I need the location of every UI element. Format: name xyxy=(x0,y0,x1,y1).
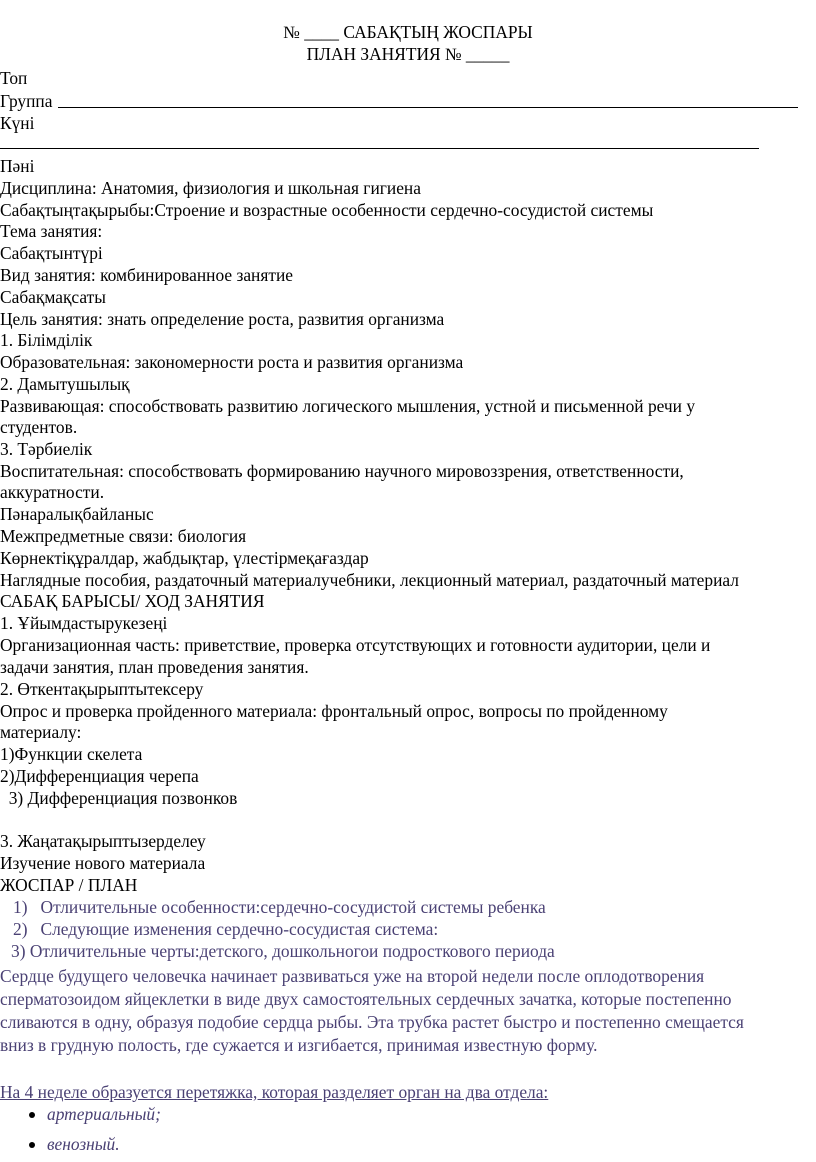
review-ru-cont: материалу: xyxy=(0,722,82,742)
discipline: Дисциплина: Анатомия, физиология и школьная гигиена xyxy=(0,178,421,198)
bullet-dot xyxy=(29,1112,35,1118)
educational-kz: 1. Білімділік xyxy=(0,330,93,350)
review-kz: 2. Өткентақырыптытексеру xyxy=(0,679,204,699)
lesson-topic-ru: Тема занятия: xyxy=(0,221,103,241)
group-underline xyxy=(58,107,798,108)
upbringing-ru: Воспитательная: способствовать формированию научного мировоззрения, ответственности, xyxy=(0,461,684,481)
week4-text: На 4 неделе образуется перетяжка, которая разделяет орган на два отдела: xyxy=(0,1082,549,1102)
new-topic-ru: Изучение нового материала xyxy=(0,853,206,873)
date-underline xyxy=(0,148,759,149)
lesson-topic-kz: Сабақтыңтақырыбы:Строение и возрастные особенности сердечно-сосудистой системы xyxy=(0,200,654,220)
interdisciplinary-ru: Межпредметные связи: биология xyxy=(0,526,247,546)
title-kz: № ____ САБАҚТЫҢ ЖОСПАРЫ xyxy=(283,22,533,42)
plan-item-2: 2) Следующие изменения сердечно-сосудистая система: xyxy=(13,919,439,939)
lesson-goal-ru: Цель занятия: знать определение роста, развития организма xyxy=(0,309,445,329)
org-stage-kz: 1. Ұйымдастырукезеңі xyxy=(0,613,168,633)
visual-aids-kz: Көрнектіқұралдар, жабдықтар, үлестірмеқағаздар xyxy=(0,548,369,568)
plan-item-3: 3) Отличительные черты:детского, дошкольногои подросткового периода xyxy=(11,941,555,961)
plan-heading: ЖОСПАР / ПЛАН xyxy=(0,875,138,895)
bullet-dot xyxy=(29,1142,35,1148)
paragraph-line-2: сперматозоидом яйцеклетки в виде двух самостоятельных сердечных зачатка, которые постепенно xyxy=(0,989,732,1009)
org-stage-ru: Организационная часть: приветствие, проверка отсутствующих и готовности аудитории, цели и xyxy=(0,635,711,655)
review-ru: Опрос и проверка пройденного материала: фронтальный опрос, вопросы по пройденному xyxy=(0,701,668,721)
lesson-type-ru: Вид занятия: комбинированное занятие xyxy=(0,265,293,285)
paragraph-line-1: Сердце будущего человечка начинает развиваться уже на второй недели после оплодотворения xyxy=(0,966,705,986)
interdisciplinary-kz: Пәнаралықбайланыс xyxy=(0,504,154,524)
review-q2: 2)Дифференциация черепа xyxy=(0,766,199,786)
upbringing-kz: 3. Тәрбиелік xyxy=(0,439,93,459)
developing-kz: 2. Дамытушылық xyxy=(0,374,130,394)
subject-kz: Пәні xyxy=(0,156,35,176)
paragraph-line-3: сливаются в одну, образуя подобие сердца рыбы. Эта трубка растет быстро и постепенно смещается xyxy=(0,1012,744,1032)
title-ru: ПЛАН ЗАНЯТИЯ № _____ xyxy=(306,44,510,64)
developing-ru: Развивающая: способствовать развитию логического мышления, устной и письменной речи у xyxy=(0,396,696,416)
paragraph-line-4: вниз в грудную полость, где сужается и изгибается, принимая известную форму. xyxy=(0,1035,598,1055)
org-stage-ru-cont: задачи занятия, план проведения занятия. xyxy=(0,657,309,677)
lesson-type-kz: Сабақтынтүрі xyxy=(0,243,103,263)
field-top: Топ xyxy=(0,68,28,88)
field-group: Группа xyxy=(0,91,53,111)
field-date: Күні xyxy=(0,113,35,133)
bullet-item-venous: венозный. xyxy=(47,1134,120,1154)
plan-item-1: 1) Отличительные особенности:сердечно-сосудистой системы ребенка xyxy=(13,897,546,917)
review-q1: 1)Функции скелета xyxy=(0,744,143,764)
visual-aids-ru: Наглядные пособия, раздаточный материалучебники, лекционный материал, раздаточный материал xyxy=(0,570,739,590)
educational-ru: Образовательная: закономерности роста и развития организма xyxy=(0,352,464,372)
bullet-item-arterial: артериальный; xyxy=(47,1104,161,1124)
developing-ru-cont: студентов. xyxy=(0,417,78,437)
upbringing-ru-cont: аккуратности. xyxy=(0,482,105,502)
new-topic-kz: 3. Жаңатақырыптызерделеу xyxy=(0,831,206,851)
lesson-goal-kz: Сабақмақсаты xyxy=(0,287,106,307)
lesson-progress-heading: САБАҚ БАРЫСЫ/ ХОД ЗАНЯТИЯ xyxy=(0,591,265,611)
review-q3: 3) Дифференциация позвонков xyxy=(0,788,238,808)
